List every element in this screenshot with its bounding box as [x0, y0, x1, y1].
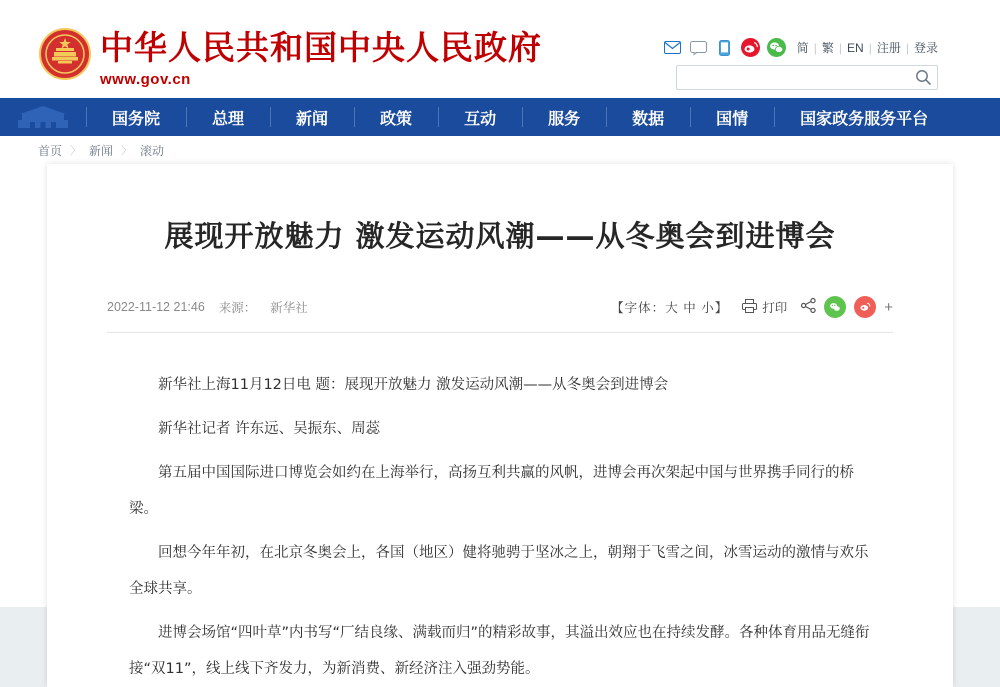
- tiananmen-icon[interactable]: [0, 98, 86, 136]
- article-paragraph: 新华社上海11月12日电 题：展现开放魅力 激发运动风潮——从冬奥会到进博会: [158, 377, 669, 393]
- register-link[interactable]: 注册: [876, 41, 901, 55]
- printer-icon: [742, 299, 757, 316]
- article-tools: [611, 296, 893, 318]
- article-card: [47, 164, 953, 687]
- article-meta-left: [107, 298, 308, 316]
- article-paragraph: 新华社记者 许东远、吴振东、周蕊: [158, 421, 381, 437]
- weibo-icon[interactable]: [741, 38, 760, 57]
- mobile-icon[interactable]: [715, 38, 734, 57]
- breadcrumb: [0, 136, 1000, 164]
- share-nodes-icon[interactable]: [801, 298, 816, 316]
- page-title: 展现开放魅力 激发运动风潮——从冬奥会到进博会: [164, 219, 836, 253]
- article-meta: [107, 292, 893, 322]
- link-separator: |: [813, 40, 817, 55]
- site-identity[interactable]: [100, 29, 542, 88]
- lang-traditional-link[interactable]: 繁: [821, 41, 834, 55]
- breadcrumb-separator: 〉: [70, 145, 82, 157]
- source-name[interactable]: 新华社: [270, 301, 308, 315]
- font-size-small[interactable]: 小: [701, 301, 715, 315]
- nav-item-guowuyuan[interactable]: 国务院: [86, 98, 186, 136]
- search-input[interactable]: [685, 66, 905, 89]
- nav-item-guoqing[interactable]: 国情: [690, 98, 774, 136]
- main-navigation: [0, 98, 1000, 136]
- print-button[interactable]: [742, 298, 787, 316]
- article-paragraph: 进博会场馆“四叶草”内书写“厂结良缘、满载而归”的精彩故事，其溢出效应也在持续发酵。各种体育用品无缝衔接“双11”，线上线下齐发力，为新消费、新经济注入强劲势能。: [129, 625, 870, 677]
- wechat-icon[interactable]: [767, 38, 786, 57]
- wechat-share-icon[interactable]: [824, 296, 846, 318]
- share-group: [801, 296, 893, 318]
- login-link[interactable]: 登录: [913, 41, 938, 55]
- nav-item-shuju[interactable]: 数据: [606, 98, 690, 136]
- language-and-account-links: [797, 39, 938, 56]
- nav-item-government-service-platform[interactable]: 国家政务服务平台: [774, 98, 954, 136]
- font-size-label: 【字体：: [611, 301, 666, 315]
- nav-item-xinwen[interactable]: 新闻: [270, 98, 354, 136]
- print-label: 打印: [762, 301, 788, 315]
- article-paragraph: 第五届中国国际进口博览会如约在上海举行，高扬互利共赢的风帆，进博会再次架起中国与世界携手同行的桥梁。: [129, 465, 854, 517]
- nav-item-zongli[interactable]: 总理: [186, 98, 270, 136]
- plus-icon[interactable]: +: [884, 298, 893, 316]
- header-utilities: [663, 38, 938, 57]
- font-size-label-end: 】: [714, 301, 729, 315]
- publish-datetime: 2022-11-12 21:46: [107, 300, 205, 314]
- lang-english-link[interactable]: EN: [847, 40, 864, 55]
- site-header: [0, 0, 1000, 98]
- breadcrumb-item-home[interactable]: 首页: [38, 143, 63, 158]
- meta-divider: [107, 332, 893, 333]
- site-title: 中华人民共和国中央人民政府: [100, 28, 542, 67]
- chat-icon[interactable]: [689, 38, 708, 57]
- national-emblem-icon: [38, 27, 92, 81]
- article-paragraph: 回想今年年初，在北京冬奥会上，各国（地区）健将驰骋于坚冰之上，朝翔于飞雪之间，冰雪运动的激情与欢乐全球共享。: [129, 545, 869, 597]
- lang-simplified-link[interactable]: 简: [796, 41, 809, 55]
- font-size-medium[interactable]: 中: [683, 301, 697, 315]
- search-icon[interactable]: [915, 69, 932, 86]
- link-separator: |: [868, 40, 872, 55]
- breadcrumb-separator: 〉: [121, 145, 133, 157]
- breadcrumb-item-rolling[interactable]: 滚动: [140, 143, 165, 158]
- article-body: [107, 367, 893, 687]
- font-size-large[interactable]: 大: [665, 301, 679, 315]
- site-domain: www.gov.cn: [100, 71, 191, 88]
- font-size-control: [611, 298, 728, 316]
- nav-item-zhengce[interactable]: 政策: [354, 98, 438, 136]
- weibo-share-icon[interactable]: [854, 296, 876, 318]
- mail-icon[interactable]: [663, 38, 682, 57]
- search-bar[interactable]: [676, 65, 938, 90]
- nav-item-hudong[interactable]: 互动: [438, 98, 522, 136]
- source-label: 来源：: [218, 301, 257, 315]
- link-separator: |: [905, 40, 909, 55]
- nav-item-fuwu[interactable]: 服务: [522, 98, 606, 136]
- link-separator: |: [838, 40, 843, 55]
- breadcrumb-item-news[interactable]: 新闻: [89, 143, 114, 158]
